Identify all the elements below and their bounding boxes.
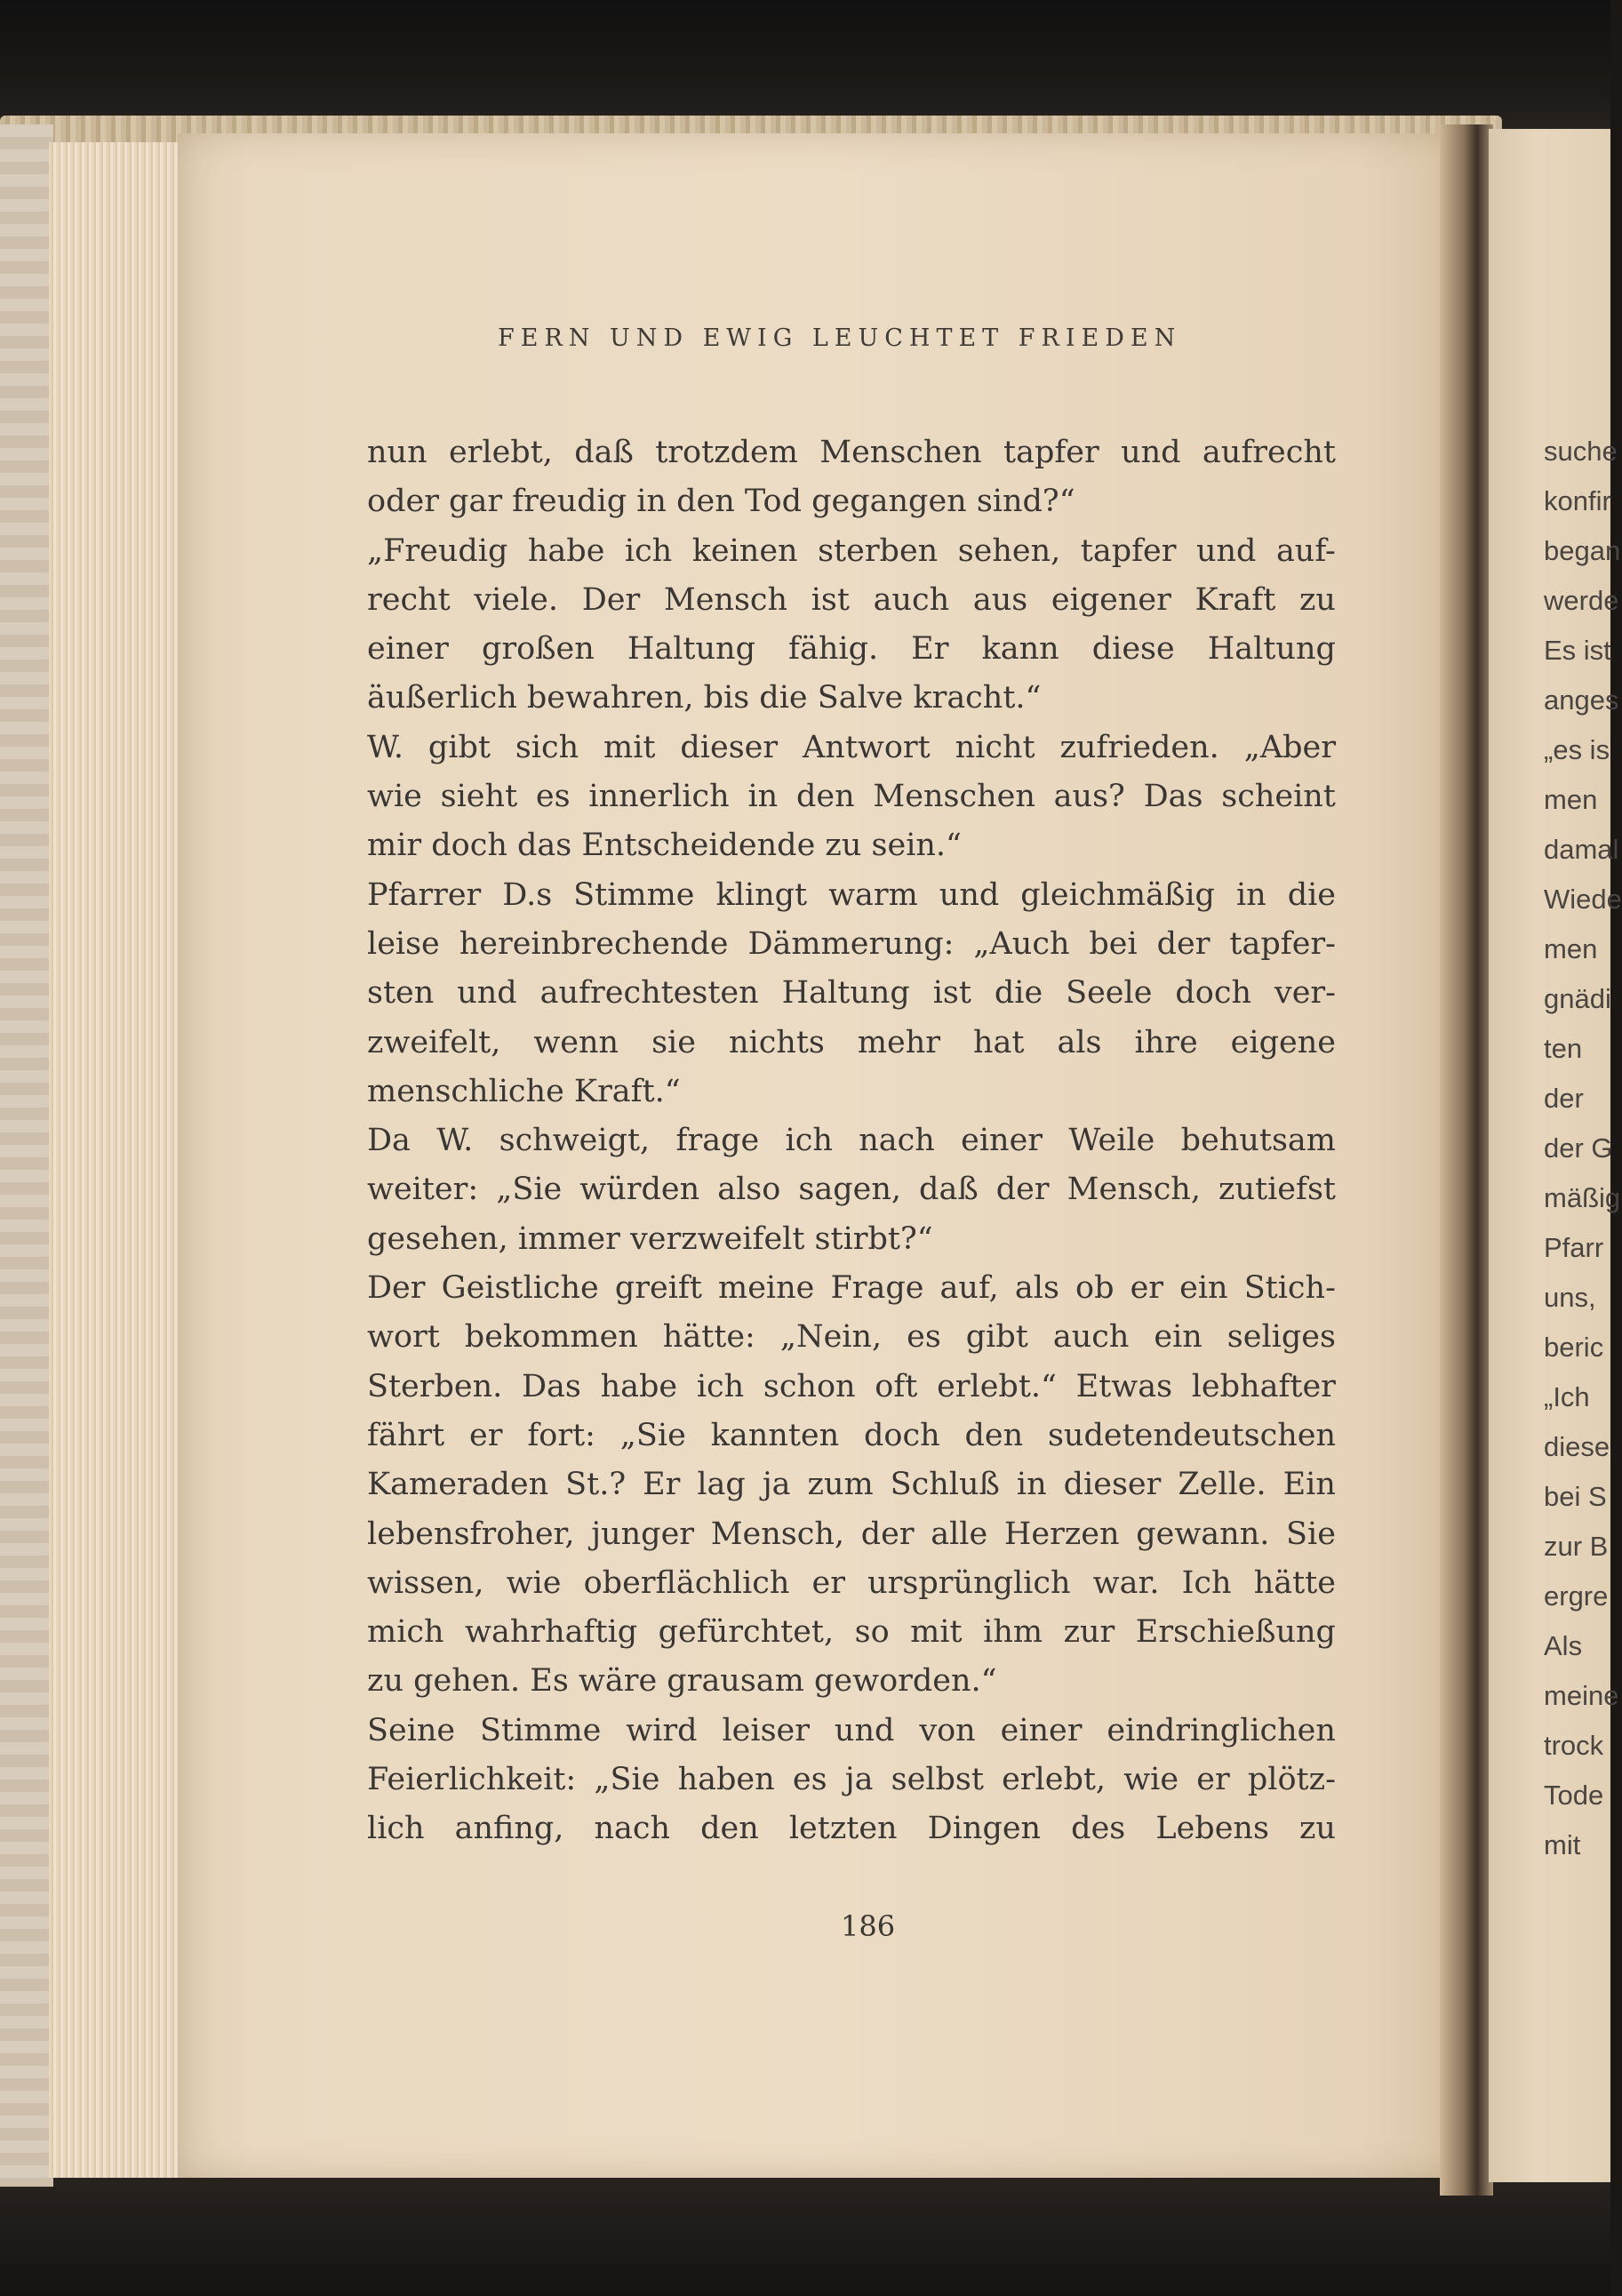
word: Sie xyxy=(1286,1516,1336,1552)
word: ist xyxy=(932,975,971,1012)
word: auch xyxy=(873,581,950,618)
word: St.? xyxy=(565,1467,627,1503)
word: Feierlichkeit: xyxy=(367,1762,577,1798)
word: als xyxy=(1057,1024,1102,1060)
text-line xyxy=(367,1165,1336,1214)
text-line xyxy=(367,1116,1336,1165)
word: Seele xyxy=(1066,975,1153,1012)
text-line xyxy=(367,1510,1336,1559)
right-page-line: men xyxy=(1544,784,1598,815)
word: von xyxy=(919,1712,976,1748)
text-line xyxy=(367,871,1336,920)
book-cover-edge xyxy=(0,124,53,2187)
word: auf, xyxy=(939,1270,999,1307)
word: eigener xyxy=(1051,581,1171,618)
text-line xyxy=(367,428,1336,477)
word: Mensch, xyxy=(710,1516,845,1552)
right-page-line: began xyxy=(1544,535,1621,566)
word: und xyxy=(1195,532,1257,569)
word: letzten xyxy=(788,1811,898,1847)
right-page-line: suche xyxy=(1544,436,1618,467)
right-page-line: Wiede xyxy=(1544,884,1622,915)
word: recht xyxy=(367,581,451,618)
word: Herzen xyxy=(1003,1516,1120,1552)
word: und xyxy=(939,876,1000,913)
word: Er xyxy=(911,631,949,668)
word: Ein xyxy=(1282,1467,1336,1503)
word: Das xyxy=(521,1368,581,1404)
word: Haltung xyxy=(1207,631,1336,668)
text-line xyxy=(367,1559,1336,1608)
word: in xyxy=(1235,876,1266,913)
right-page-line: diese xyxy=(1544,1431,1610,1462)
word: kannten xyxy=(710,1417,840,1453)
word: zweifelt, xyxy=(367,1024,501,1060)
word: in xyxy=(747,779,779,815)
text-line xyxy=(367,724,1336,772)
word: er xyxy=(1196,1762,1230,1798)
right-page-line: bei S xyxy=(1544,1481,1607,1512)
word: innerlich xyxy=(588,779,730,815)
page-block-edge xyxy=(49,142,191,2178)
word: und xyxy=(1121,435,1181,470)
word: gewann. xyxy=(1136,1516,1270,1552)
word: dieser xyxy=(1063,1467,1162,1503)
word: hereinbrechende xyxy=(459,925,729,962)
word: erlebt.“ xyxy=(937,1368,1057,1404)
word: bei xyxy=(1089,925,1138,962)
word: leiser xyxy=(722,1712,810,1748)
right-page-line: werde xyxy=(1544,585,1619,616)
book-gutter xyxy=(1440,124,1493,2196)
right-page-line: mit xyxy=(1544,1829,1581,1860)
word: schon xyxy=(763,1368,856,1404)
word: gibt xyxy=(427,729,491,765)
word: meine xyxy=(718,1270,815,1307)
word: den xyxy=(964,1417,1024,1453)
word: Pfarrer xyxy=(367,876,482,913)
text-line xyxy=(367,1756,1336,1804)
word: zu xyxy=(1298,581,1336,618)
word: der xyxy=(1156,925,1211,962)
word: hätte xyxy=(1253,1564,1336,1601)
word: doch xyxy=(1175,975,1251,1012)
word: lebensfroher, xyxy=(367,1516,575,1552)
word: mehr xyxy=(857,1024,941,1060)
text-line xyxy=(367,1608,1336,1657)
text-line: oder gar freudig in den Tod gegangen sind?“ xyxy=(367,484,1075,520)
word: Geistliche xyxy=(441,1270,599,1307)
text-line xyxy=(367,920,1336,969)
word: kann xyxy=(981,631,1059,668)
word: fährt xyxy=(367,1417,445,1453)
word: war. xyxy=(1092,1564,1160,1601)
background-bottom xyxy=(0,2169,1610,2296)
word: die xyxy=(994,975,1043,1012)
word: sie xyxy=(651,1024,696,1060)
word: Weile xyxy=(1068,1123,1155,1159)
right-page-line: „es is xyxy=(1544,734,1610,765)
text-line: gesehen, immer verzweifelt stirbt?“ xyxy=(367,1220,933,1257)
text-line xyxy=(367,1019,1336,1068)
word: Das xyxy=(1143,779,1203,815)
word: eigene xyxy=(1230,1024,1336,1060)
word: tapfer xyxy=(1080,532,1177,569)
word: Schluß xyxy=(890,1467,1000,1503)
word: ja xyxy=(844,1762,874,1798)
right-page-line: Pfarr xyxy=(1544,1232,1604,1263)
word: sich xyxy=(515,729,579,765)
word: „Aber xyxy=(1243,729,1336,765)
right-page-line: meine xyxy=(1544,1680,1619,1711)
word: in xyxy=(1016,1467,1047,1503)
word: sehen, xyxy=(957,532,1061,569)
text-line xyxy=(367,527,1336,576)
word: erlebt, xyxy=(448,435,553,470)
word: wahrhaftig xyxy=(465,1614,638,1651)
word: ich xyxy=(785,1123,833,1159)
word: Stimme xyxy=(573,876,695,913)
word: doch xyxy=(863,1417,940,1453)
word: nach xyxy=(859,1123,935,1159)
word: zu xyxy=(1298,1811,1336,1847)
word: Dämmerung: xyxy=(747,925,955,962)
right-page-line: anges xyxy=(1544,684,1619,716)
word: wird xyxy=(626,1712,698,1748)
word: keinen xyxy=(691,532,798,569)
word: wort xyxy=(367,1319,440,1356)
word: Da xyxy=(367,1123,411,1159)
word: ursprünglich xyxy=(867,1564,1071,1601)
word: fähig. xyxy=(788,631,879,668)
word: Stimme xyxy=(480,1712,602,1748)
text-line xyxy=(367,625,1336,674)
word: er xyxy=(469,1417,503,1453)
word: haben xyxy=(677,1762,775,1798)
word: gefürchtet, xyxy=(658,1614,835,1651)
word: den xyxy=(700,1811,759,1847)
text-line xyxy=(367,1313,1336,1362)
word: lich xyxy=(367,1811,425,1847)
word: ver- xyxy=(1274,975,1336,1012)
word: „Sie xyxy=(594,1762,660,1798)
right-page xyxy=(1489,129,1622,2182)
word: würden xyxy=(579,1172,700,1208)
word: auch xyxy=(1052,1319,1130,1356)
right-page-line: Es ist xyxy=(1544,635,1611,666)
word: Erschießung xyxy=(1135,1614,1336,1651)
right-page-line: Als xyxy=(1544,1630,1583,1661)
text-line: mir doch das Entscheidende zu sein.“ xyxy=(367,828,962,864)
word: er xyxy=(1130,1270,1164,1307)
word: Haltung xyxy=(627,631,755,668)
word: ein xyxy=(1179,1270,1228,1307)
word: greift xyxy=(614,1270,702,1307)
word: habe xyxy=(600,1368,678,1404)
text-line xyxy=(367,1460,1336,1509)
word: wie xyxy=(506,1564,562,1601)
word: junger xyxy=(591,1516,695,1552)
word: selbst xyxy=(891,1762,984,1798)
right-page-line: konfir xyxy=(1544,485,1611,516)
right-page-line: trock xyxy=(1544,1730,1604,1761)
word: wenn xyxy=(533,1024,619,1060)
word: alle xyxy=(931,1516,988,1552)
word: viele. xyxy=(474,581,559,618)
word: ihre xyxy=(1134,1024,1198,1060)
word: Antwort xyxy=(803,729,931,765)
word: „Sie xyxy=(496,1172,563,1208)
word: Menschen xyxy=(819,435,982,470)
word: daß xyxy=(919,1172,979,1208)
word: habe xyxy=(527,532,605,569)
word: aufrecht xyxy=(1202,435,1336,470)
text-line xyxy=(367,1264,1336,1313)
word: ihm xyxy=(983,1614,1043,1651)
word: Etwas xyxy=(1075,1368,1173,1404)
word: mit xyxy=(910,1614,963,1651)
word: aus? xyxy=(1053,779,1125,815)
word: Haltung xyxy=(781,975,910,1012)
word: „Freudig xyxy=(367,532,508,569)
text-line: äußerlich bewahren, bis die Salve kracht.“ xyxy=(367,680,1042,716)
word: tapfer xyxy=(1003,435,1099,470)
word: W. xyxy=(367,729,404,765)
text-line: zu gehen. Es wäre grausam geworden.“ xyxy=(367,1663,997,1700)
word: sudetendeutschen xyxy=(1047,1417,1336,1453)
word: W. xyxy=(436,1123,474,1159)
word: ich xyxy=(696,1368,745,1404)
word: D.s xyxy=(502,876,553,913)
word: Der xyxy=(581,581,641,618)
right-page-line: mäßig xyxy=(1544,1182,1621,1213)
right-page-line: der xyxy=(1544,1083,1584,1114)
right-page-line: ergre xyxy=(1544,1580,1609,1612)
text-line xyxy=(367,1363,1336,1412)
word: mich xyxy=(367,1614,444,1651)
text-line xyxy=(367,1804,1336,1853)
word: Kameraden xyxy=(367,1467,549,1503)
word: leise xyxy=(367,925,440,962)
word: erlebt, xyxy=(1002,1762,1107,1798)
right-page-line: gnädi xyxy=(1544,983,1611,1014)
word: nun xyxy=(367,435,427,470)
word: schweigt, xyxy=(499,1123,651,1159)
word: als xyxy=(1014,1270,1059,1307)
text-line: menschliche Kraft.“ xyxy=(367,1073,681,1109)
word: plötz- xyxy=(1247,1762,1336,1798)
word: „Auch xyxy=(973,925,1070,962)
word: nicht xyxy=(955,729,1035,765)
right-page-line: Tode xyxy=(1544,1780,1604,1811)
body-text xyxy=(367,428,1336,1854)
right-page-line: ten xyxy=(1544,1033,1583,1064)
word: Zelle. xyxy=(1178,1467,1266,1503)
word: des xyxy=(1071,1811,1126,1847)
right-page-line: „Ich xyxy=(1544,1381,1590,1412)
word: Mensch xyxy=(663,581,788,618)
running-head: FERN UND EWIG LEUCHTET FRIEDEN xyxy=(498,324,1182,352)
word: bekommen xyxy=(464,1319,638,1356)
word: und xyxy=(834,1712,895,1748)
word: klingt xyxy=(715,876,808,913)
word: einer xyxy=(961,1123,1043,1159)
word: ist xyxy=(811,581,850,618)
word: fort: xyxy=(527,1417,595,1453)
word: ob xyxy=(1075,1270,1115,1307)
word: scheint xyxy=(1221,779,1336,815)
word: Menschen xyxy=(873,779,1035,815)
word: oft xyxy=(875,1368,918,1404)
word: diese xyxy=(1091,631,1175,668)
word: lebhafter xyxy=(1191,1368,1336,1404)
word: oberflächlich xyxy=(583,1564,790,1601)
word: so xyxy=(854,1614,890,1651)
word: wie xyxy=(367,779,422,815)
word: sieht xyxy=(440,779,518,815)
word: der xyxy=(860,1516,915,1552)
word: auf- xyxy=(1275,532,1336,569)
word: und xyxy=(457,975,517,1012)
word: „Nein, xyxy=(779,1319,883,1356)
word: behutsam xyxy=(1180,1123,1336,1159)
word: es xyxy=(907,1319,941,1356)
word: Kraft xyxy=(1195,581,1276,618)
word: der xyxy=(995,1172,1050,1208)
word: also xyxy=(717,1172,781,1208)
word: tapfer- xyxy=(1229,925,1336,962)
word: gleichmäßig xyxy=(1020,876,1215,913)
word: nach xyxy=(594,1811,671,1847)
text-line xyxy=(367,576,1336,625)
text-line xyxy=(367,772,1336,821)
word: Ich xyxy=(1181,1564,1232,1601)
word: Sterben. xyxy=(367,1368,503,1404)
word: lag xyxy=(697,1467,746,1503)
word: einer xyxy=(367,631,449,668)
word: ein xyxy=(1154,1319,1203,1356)
word: Lebens xyxy=(1155,1811,1269,1847)
word: daß xyxy=(574,435,634,470)
word: wie xyxy=(1123,1762,1179,1798)
word: die xyxy=(1287,876,1336,913)
word: trotzdem xyxy=(655,435,798,470)
text-line xyxy=(367,1707,1336,1756)
right-page-line: damal xyxy=(1544,834,1619,865)
word: er xyxy=(811,1564,845,1601)
word: Stich- xyxy=(1243,1270,1336,1307)
word: weiter: xyxy=(367,1172,479,1208)
right-page-line: men xyxy=(1544,933,1598,964)
word: Der xyxy=(367,1270,426,1307)
word: es xyxy=(792,1762,827,1798)
text-line xyxy=(367,969,1336,1018)
right-page-line: zur B xyxy=(1544,1531,1609,1562)
word: zur xyxy=(1063,1614,1115,1651)
word: zufrieden. xyxy=(1059,729,1219,765)
word: „Sie xyxy=(619,1417,686,1453)
background-top xyxy=(0,0,1610,133)
word: einer xyxy=(1000,1712,1083,1748)
word: nichts xyxy=(728,1024,825,1060)
word: gibt xyxy=(965,1319,1028,1356)
word: ja xyxy=(762,1467,791,1503)
word: eindringlichen xyxy=(1107,1712,1336,1748)
word: aufrechtesten xyxy=(539,975,759,1012)
word: Seine xyxy=(367,1712,456,1748)
text-line xyxy=(367,1412,1336,1460)
word: anfing, xyxy=(454,1811,564,1847)
word: Er xyxy=(643,1467,681,1503)
word: sagen, xyxy=(798,1172,901,1208)
word: dieser xyxy=(680,729,779,765)
right-page-line: der G xyxy=(1544,1132,1613,1164)
word: sten xyxy=(367,975,435,1012)
word: hat xyxy=(973,1024,1025,1060)
right-page-line: uns, xyxy=(1544,1282,1596,1313)
word: seliges xyxy=(1226,1319,1336,1356)
word: zum xyxy=(807,1467,874,1503)
word: ich xyxy=(624,532,673,569)
word: wissen, xyxy=(367,1564,484,1601)
right-page-text xyxy=(1489,427,1622,1870)
word: frage xyxy=(675,1123,760,1159)
word: Dingen xyxy=(927,1811,1042,1847)
word: großen xyxy=(481,631,595,668)
word: aus xyxy=(972,581,1028,618)
word: zutiefst xyxy=(1218,1172,1336,1208)
page-number: 186 xyxy=(841,1909,896,1943)
word: sterben xyxy=(818,532,939,569)
word: Mensch, xyxy=(1067,1172,1201,1208)
word: es xyxy=(535,779,571,815)
right-page-line: beric xyxy=(1544,1332,1604,1363)
word: hätte: xyxy=(662,1319,755,1356)
word: mit xyxy=(603,729,656,765)
word: warm xyxy=(828,876,918,913)
word: den xyxy=(795,779,855,815)
word: Frage xyxy=(830,1270,924,1307)
